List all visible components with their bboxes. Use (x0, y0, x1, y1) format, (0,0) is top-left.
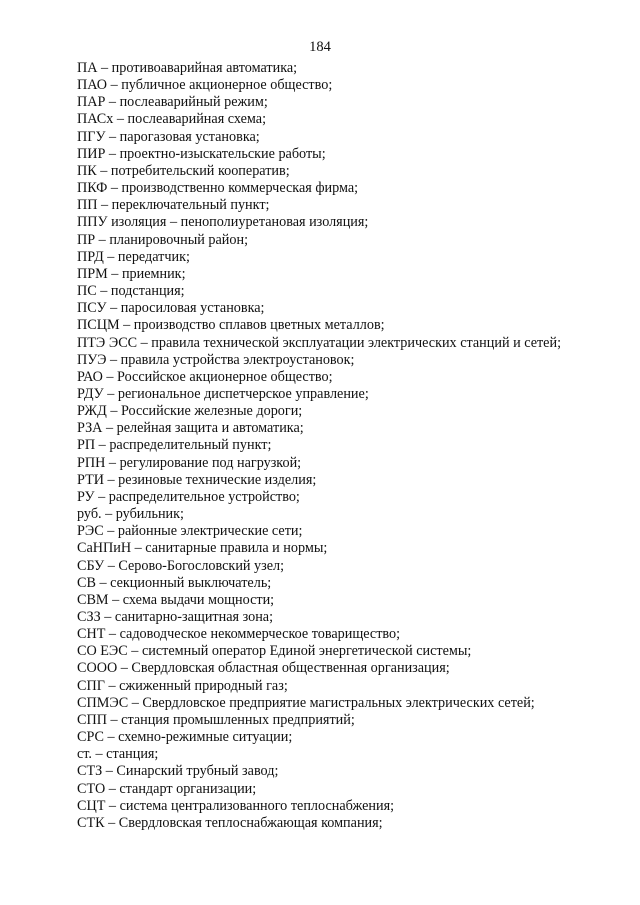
abbreviation-entry: СВМ – схема выдачи мощности; (77, 591, 275, 608)
abbreviation-entry: ПРМ – приемник; (77, 265, 186, 282)
abbreviation-entry: РПН – регулирование под нагрузкой; (77, 454, 302, 471)
abbreviation-entry: ПАСх – послеаварийная схема; (77, 111, 267, 128)
abbreviation-entry: СООО – Свердловская областная общественная организация; (77, 660, 450, 677)
abbreviation-entry: РЗА – релейная защита и автоматика; (77, 420, 304, 437)
abbreviation-entry: РТИ – резиновые технические изделия; (77, 471, 317, 488)
abbreviation-entry: ст. – станция; (77, 746, 159, 763)
abbreviation-entry: ПРД – передатчик; (77, 248, 190, 265)
abbreviation-entry: СВ – секционный выключатель; (77, 574, 272, 591)
abbreviation-entry: ПКФ – производственно коммерческая фирма; (77, 180, 359, 197)
abbreviation-entry: СЦТ – система централизованного теплоснабжения; (77, 797, 395, 814)
abbreviation-entry: ПА – противоаварийная автоматика; (77, 60, 298, 76)
abbreviation-entry: СНТ – садоводческое некоммерческое товарищество; (77, 626, 401, 643)
abbreviation-list (77, 60, 622, 832)
abbreviation-entry: ПТЭ ЭСС – правила технической эксплуатации электрических станций и сетей; (77, 334, 562, 351)
abbreviation-entry: ПГУ – парогазовая установка; (77, 128, 260, 145)
abbreviation-entry: РЭС – районные электрические сети; (77, 523, 303, 540)
abbreviation-entry: СТЗ – Синарский трубный завод; (77, 763, 279, 780)
abbreviation-entry: СПГ – сжиженный природный газ; (77, 677, 288, 694)
abbreviation-entry: ПИР – проектно-изыскательские работы; (77, 145, 326, 162)
abbreviation-entry: ПУЭ – правила устройства электроустановок; (77, 351, 355, 368)
abbreviation-entry: СаНПиН – санитарные правила и нормы; (77, 540, 328, 557)
abbreviation-entry: ПК – потребительский кооператив; (77, 162, 290, 179)
abbreviation-entry: РП – распределительный пункт; (77, 437, 272, 454)
abbreviation-entry: ПСЦМ – производство сплавов цветных металлов; (77, 317, 385, 334)
abbreviation-entry: ПС – подстанция; (77, 283, 185, 300)
abbreviation-entry: СПП – станция промышленных предприятий; (77, 711, 355, 728)
page-number: 184 (309, 39, 331, 55)
abbreviation-entry: ПР – планировочный район; (77, 231, 249, 248)
abbreviation-entry: РДУ – региональное диспетчерское управление; (77, 385, 369, 402)
abbreviation-entry: СРС – схемно-режимные ситуации; (77, 729, 293, 746)
abbreviation-entry: СТО – стандарт организации; (77, 780, 257, 797)
abbreviation-entry: СПМЭС – Свердловское предприятие магистральных электрических сетей; (77, 694, 535, 711)
abbreviation-entry: СЗЗ – санитарно-защитная зона; (77, 609, 274, 625)
abbreviation-entry: ППУ изоляция – пенополиуретановая изоляция; (77, 214, 369, 231)
abbreviation-entry: РУ – распределительное устройство; (77, 488, 300, 505)
abbreviation-entry: ПСУ – паросиловая установка; (77, 300, 265, 317)
abbreviation-entry: СО ЕЭС – системный оператор Единой энергетической системы; (77, 643, 472, 660)
abbreviation-entry: ПАО – публичное акционерное общество; (77, 77, 333, 94)
abbreviation-entry: СБУ – Серово-Богословский узел; (77, 557, 285, 574)
abbreviation-entry: ПП – переключательный пункт; (77, 197, 270, 214)
abbreviation-entry: РЖД – Российские железные дороги; (77, 403, 303, 420)
abbreviation-entry: ПАР – послеаварийный режим; (77, 94, 268, 111)
abbreviation-entry: РАО – Российское акционерное общество; (77, 368, 333, 385)
abbreviation-entry: СТК – Свердловская теплоснабжающая компания; (77, 814, 383, 831)
abbreviation-entry: руб. – рубильник; (77, 506, 184, 523)
